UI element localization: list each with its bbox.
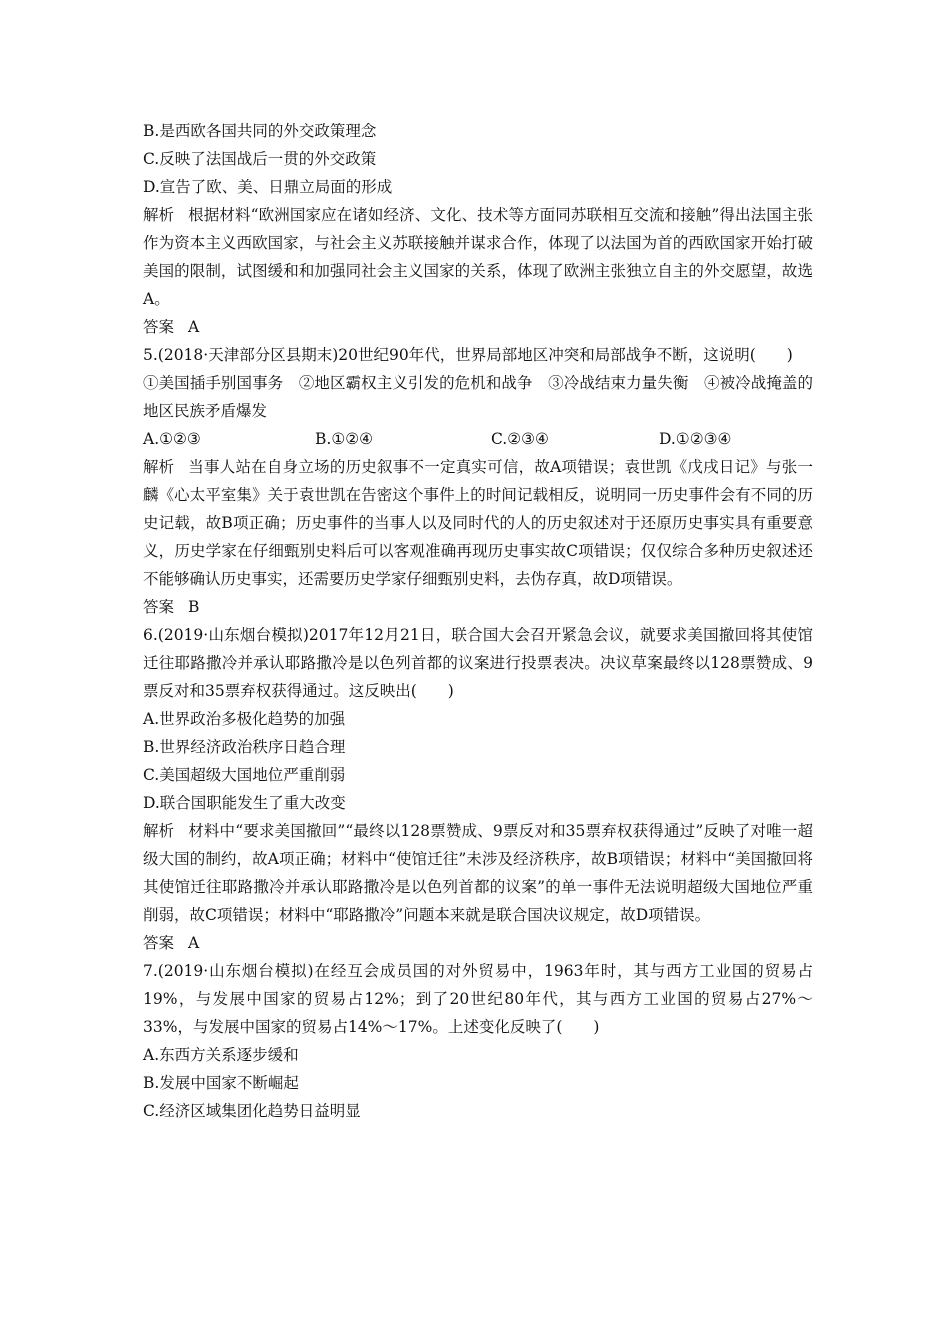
q7-option-a: A.东西方关系逐步缓和 [143,1046,299,1064]
q4-analysis-label: 解析 [143,206,175,224]
q4-answer-label: 答案 [143,318,175,336]
q6-option-d: D.联合国职能发生了重大改变 [143,794,346,812]
q4-answer-value: A [188,318,200,336]
q6-answer-value: A [188,934,200,952]
q5-option-d: D.①②③④ [659,430,732,448]
q5-answer [143,593,813,621]
q4-option-d: D.宣告了欧、美、日鼎立局面的形成 [143,178,393,196]
q6-analysis-label: 解析 [143,822,175,840]
q6-answer [143,929,813,957]
q5-option-a: A.①②③ [143,430,201,448]
q5-options [143,425,813,453]
q5-analysis-text: 当事人站在自身立场的历史叙事不一定真实可信，故A项错误；袁世凯《戊戌日记》与张一麟《心太平室集》关于袁世凯在告密这个事件上的时间记载相反，说明同一历史事件会有不同的历史记载，故B项正确；历史事件的当事人以及同时代的人的历史叙述对于还原历史事实具有重要意义，历史学家在仔细甄别史料后可以客观准确再现历史事实故C项错误；仅仅综合多种历史叙述还不能够确认历史事实，还需要历史学家仔细甄别史料，去伪存真，故D项错误。 [143,458,813,588]
q4-option-c: C.反映了法国战后一贯的外交政策 [143,150,377,168]
q4-option-b: B.是西欧各国共同的外交政策理念 [143,122,377,140]
q5-analysis-label: 解析 [143,458,175,476]
q4-analysis-text: 根据材料“欧洲国家应在诸如经济、文化、技术等方面同苏联相互交流和接触”得出法国主张作为资本主义西欧国家，与社会主义苏联接触并谋求合作，体现了以法国为首的西欧国家开始打破美国的限制，试图缓和和加强同社会主义国家的关系，体现了欧洲主张独立自主的外交愿望，故选A。 [143,206,813,308]
q5-stem: 5.(2018·天津部分区县期末)20世纪90年代，世界局部地区冲突和局部战争不断，这说明( ) [143,346,793,364]
page-content [143,117,813,1125]
q6-answer-label: 答案 [143,934,175,952]
q6-analysis [143,817,813,929]
q5-option-c: C.②③④ [491,430,549,448]
q5-answer-label: 答案 [143,598,175,616]
q6-stem: 6.(2019·山东烟台模拟)2017年12月21日，联合国大会召开紧急会议，就要求美国撤回将其使馆迁往耶路撒冷并承认耶路撒冷是以色列首都的议案进行投票表决。决议草案最终以128票赞成、9票反对和35票弃权获得通过。这反映出( ) [143,626,813,700]
q4-analysis [143,201,813,313]
q5-statements: ①美国插手别国事务 ②地区霸权主义引发的危机和战争 ③冷战结束力量失衡 ④被冷战掩盖的地区民族矛盾爆发 [143,374,813,420]
q6-analysis-text: 材料中“要求美国撤回”“最终以128票赞成、9票反对和35票弃权获得通过”反映了对唯一超级大国的制约，故A项正确；材料中“使馆迁往”未涉及经济秩序，故B项错误；材料中“美国撤回将其使馆迁往耶路撒冷并承认耶路撒冷是以色列首都的议案”的单一事件无法说明超级大国地位严重削弱，故C项错误；材料中“耶路撒冷”问题本来就是联合国决议规定，故D项错误。 [143,822,813,924]
q7-option-b: B.发展中国家不断崛起 [143,1074,299,1092]
q5-option-b: B.①②④ [315,430,374,448]
q5-analysis [143,453,813,593]
q6-option-c: C.美国超级大国地位严重削弱 [143,766,346,784]
q6-option-a: A.世界政治多极化趋势的加强 [143,710,346,728]
q4-answer [143,313,813,341]
q5-answer-value: B [188,598,200,616]
q6-option-b: B.世界经济政治秩序日趋合理 [143,738,346,756]
q7-stem: 7.(2019·山东烟台模拟)在经互会成员国的对外贸易中，1963年时，其与西方工业国的贸易占19%，与发展中国家的贸易占12%；到了20世纪80年代，其与西方工业国的贸易占27%～33%，与发展中国家的贸易占14%～17%。上述变化反映了( ) [143,962,813,1036]
q7-option-c: C.经济区域集团化趋势日益明显 [143,1102,361,1120]
